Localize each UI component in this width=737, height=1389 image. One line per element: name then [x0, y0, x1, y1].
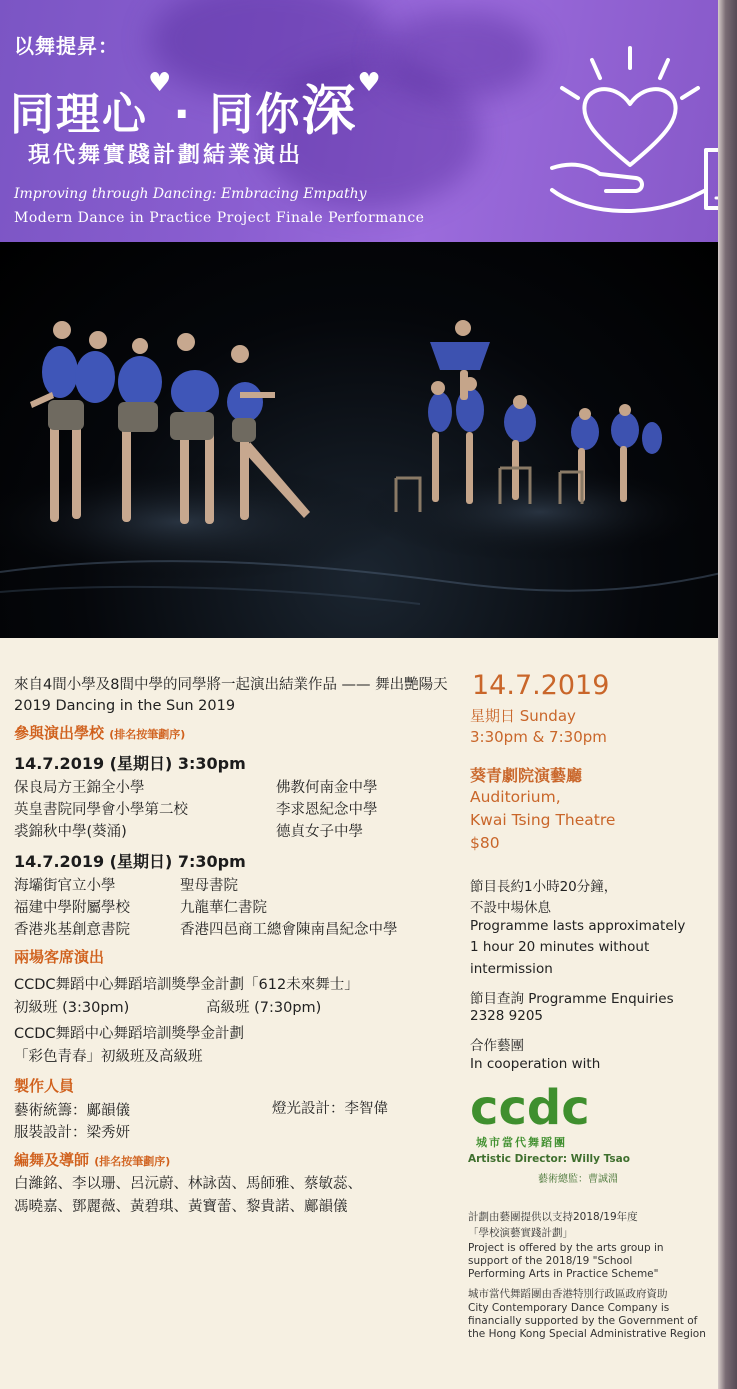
guest-line-2b: 高級班 (7:30pm)	[206, 1000, 322, 1016]
pre-title: 以舞提昇：	[14, 34, 119, 58]
show2-school-right-3: 香港四邑商工總會陳南昌紀念中學	[180, 922, 398, 938]
show2-school-left-3: 香港兆基創意書院	[14, 922, 130, 938]
crew-lighting: 燈光設計：李智偉	[272, 1101, 388, 1117]
show1-date: 14.7.2019 (星期日) 3:30pm	[14, 754, 246, 773]
heart-icon: ♥	[357, 68, 383, 98]
guest-line-2a: 初級班 (3:30pm)	[14, 1000, 130, 1016]
svg-text:ccdc: ccdc	[470, 1080, 590, 1136]
footnote-line-4: support of the 2018/19 "School	[468, 1255, 633, 1267]
english-title-line-2: Modern Dance in Practice Project Finale Performance	[14, 210, 425, 226]
crew-heading: 製作人員	[14, 1077, 75, 1095]
footnote-line-6: 城市當代舞蹈團由香港特別行政區政府資助	[468, 1288, 668, 1300]
venue-en-1: Auditorium,	[470, 788, 561, 806]
show1-school-right-3: 德貞女子中學	[276, 824, 363, 840]
crew-costume: 服裝設計：梁秀妍	[14, 1125, 130, 1141]
title-part-1: 同理心	[10, 89, 148, 140]
event-day: 星期日 Sunday	[470, 707, 576, 725]
intro-text: 來自4間小學及8間中學的同學將一起演出結業作品 —— 舞出艷陽天2019 Dancing in the Sun 2019	[14, 677, 448, 714]
footnote-line-7: City Contemporary Dance Company is	[468, 1302, 670, 1314]
show1-school-right-2: 李求恩紀念中學	[276, 802, 378, 818]
venue-en-2: Kwai Tsing Theatre	[470, 811, 616, 829]
guests-heading: 兩場客席演出	[14, 948, 105, 966]
show1-school-left-2: 英皇書院同學會小學第二校	[14, 802, 188, 818]
footnote-line-3: Project is offered by the arts group in	[468, 1242, 664, 1254]
event-times: 3:30pm & 7:30pm	[470, 728, 607, 746]
hand-heart-icon	[540, 40, 726, 236]
choreo-line-2: 馮曉嘉、鄧麗薇、黃碧琪、黃寶蕾、黎貴諾、鄺韻儀	[14, 1199, 348, 1215]
crew-art-director: 藝術統籌：鄺韻儀	[14, 1103, 130, 1119]
show1-school-left-1: 保良局方王錦全小學	[14, 780, 145, 796]
ticket-price: $80	[470, 834, 500, 852]
footnote-line-2: 「學校演藝實踐計劃」	[468, 1227, 573, 1239]
coop-zh: 合作藝團	[470, 1038, 524, 1054]
guest-line-3: CCDC舞蹈中心舞蹈培訓獎學金計劃	[14, 1026, 245, 1042]
enquiry-phone: 2328 9205	[470, 1008, 544, 1024]
artistic-director-zh: 藝術總監：曹誠淵	[538, 1174, 618, 1185]
show2-date: 14.7.2019 (星期日) 7:30pm	[14, 852, 246, 871]
enquiry-label: 節目查詢 Programme Enquiries	[470, 991, 674, 1007]
event-date: 14.7.2019	[472, 670, 610, 701]
duration-zh-2: 不設中場休息	[470, 900, 551, 916]
page-edge	[718, 0, 737, 1389]
duration-en-3: intermission	[470, 961, 553, 977]
choreo-line-1: 白濰銘、李以珊、呂沅蔚、林詠茵、馬師雅、蔡敏蕊、	[14, 1176, 362, 1192]
footnote-line-5: Performing Arts in Practice Scheme"	[468, 1268, 659, 1280]
coop-en: In cooperation with	[470, 1056, 601, 1072]
performance-photo	[0, 242, 726, 638]
ccdc-logo	[470, 1074, 620, 1158]
schools-heading: 參與演出學校 (排名按筆劃序)	[14, 724, 186, 742]
heart-icon: ♥	[148, 68, 174, 98]
subtitle: 現代舞實踐計劃結業演出	[28, 143, 304, 168]
guest-line-4: 「彩色青春」初級班及高級班	[14, 1049, 203, 1065]
show2-school-left-1: 海壩街官立小學	[14, 878, 116, 894]
show1-school-left-3: 裘錦秋中學(葵涌)	[14, 824, 127, 840]
show2-school-right-1: 聖母書院	[180, 878, 238, 894]
venue-zh: 葵青劇院演藝廳	[470, 766, 583, 785]
english-title-line-1: Improving through Dancing: Embracing Empathy	[14, 186, 367, 202]
svg-text:城市當代舞蹈團: 城市當代舞蹈團	[476, 1136, 567, 1149]
footnote-line-9: the Hong Kong Special Administrative Region	[468, 1328, 706, 1340]
show1-school-right-1: 佛教何南金中學	[276, 780, 378, 796]
choreo-heading: 編舞及導師 (排名按筆劃序)	[14, 1151, 171, 1169]
footnote-line-8: financially supported by the Government of	[468, 1315, 698, 1327]
main-title: 同理心♥· 同你深♥	[10, 68, 383, 142]
footnote-line-1: 計劃由藝團提供以支持2018/19年度	[468, 1211, 638, 1223]
show2-school-right-2: 九龍華仁書院	[180, 900, 267, 916]
duration-zh-1: 節目長約1小時20分鐘，	[470, 879, 618, 895]
show2-school-left-2: 福建中學附屬學校	[14, 900, 130, 916]
artistic-director-en: Artistic Director: Willy Tsao	[468, 1153, 630, 1165]
header-banner	[0, 0, 726, 242]
duration-en-2: 1 hour 20 minutes without	[470, 939, 650, 955]
title-part-2: 同你	[209, 89, 302, 140]
duration-en-1: Programme lasts approximately	[470, 918, 686, 934]
guest-line-1: CCDC舞蹈中心舞蹈培訓獎學金計劃「612未來舞士」	[14, 977, 359, 993]
title-part-3: 深	[301, 79, 358, 142]
